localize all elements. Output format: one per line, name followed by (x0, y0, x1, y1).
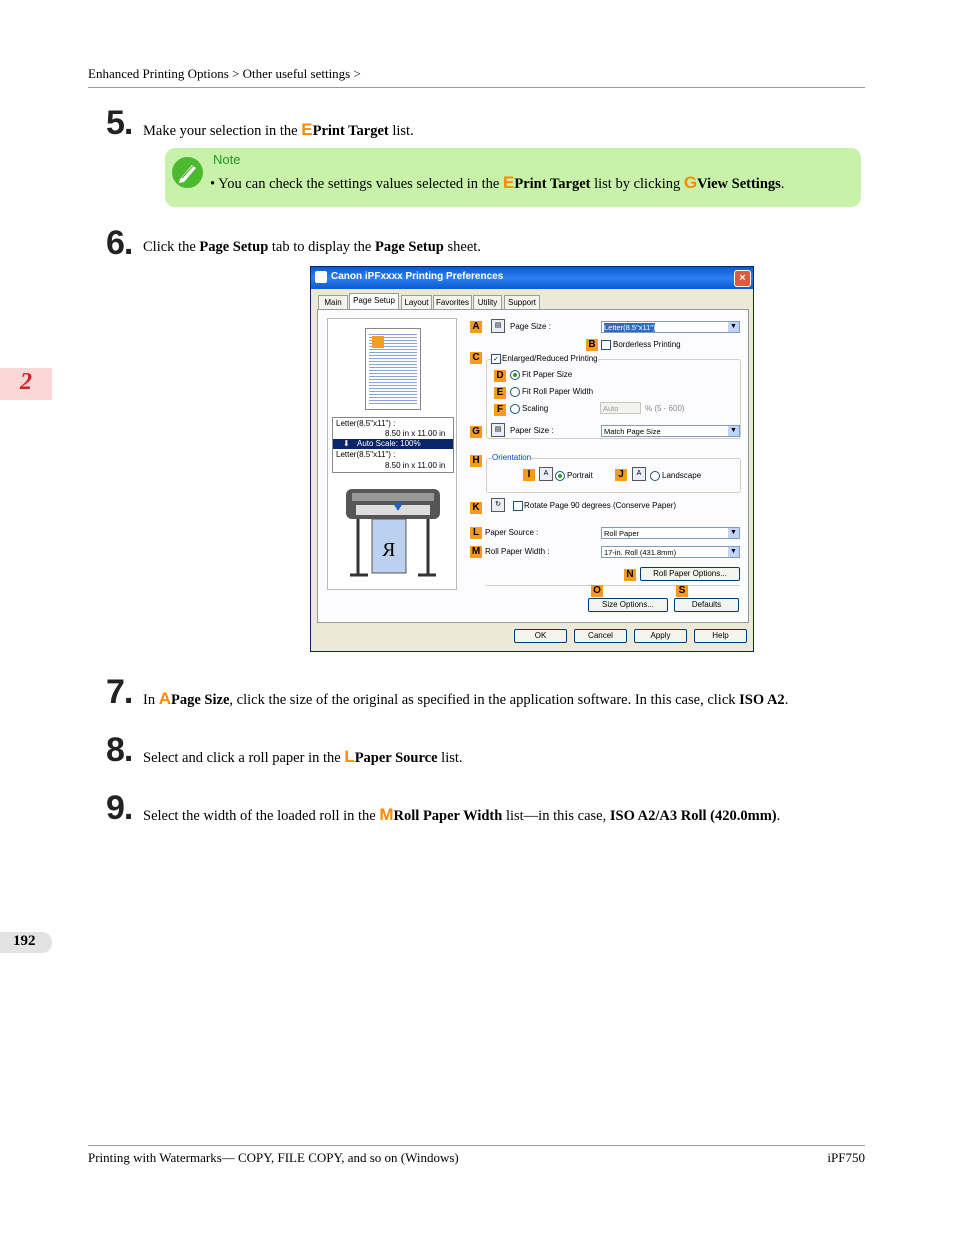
step-7-pre: In (143, 692, 159, 708)
fit-paper-radio[interactable] (510, 370, 520, 380)
roll-paper-options-button[interactable]: Roll Paper Options... (640, 567, 740, 581)
page-preview (365, 328, 421, 410)
borderless-checkbox[interactable] (601, 340, 611, 350)
rotate-checkbox[interactable] (513, 501, 523, 511)
footer-left: Printing with Watermarks— COPY, FILE COPY, and so on (Windows) (88, 1150, 459, 1165)
chevron-down-icon: ▼ (728, 426, 739, 436)
note-bullet: • (210, 176, 216, 192)
rotate-icon: ↻ (491, 498, 505, 512)
header-divider (88, 87, 865, 88)
apply-button[interactable]: Apply (634, 629, 687, 643)
paper-size-icon: ▤ (491, 423, 505, 437)
note-text (210, 173, 784, 193)
step-number-5: 5. (106, 104, 133, 142)
step-6-text (143, 239, 481, 256)
tab-main[interactable]: Main (318, 295, 348, 309)
mirrored-letter-r: R (382, 539, 396, 561)
preview-line5: 8.50 in x 11.00 in (385, 461, 446, 470)
paper-size-label: Paper Size : (510, 426, 554, 435)
tag-l: L (470, 527, 482, 539)
landscape-radio[interactable] (650, 471, 660, 481)
chevron-down-icon: ▼ (728, 528, 739, 538)
note-mid: list by clicking (590, 176, 684, 192)
roll-width-select[interactable] (601, 546, 740, 558)
tab-layout[interactable]: Layout (401, 295, 432, 309)
tag-m: M (471, 546, 481, 557)
page-setup-term: Page Setup (199, 239, 269, 255)
tag-h: H (470, 455, 482, 467)
note-post: . (780, 176, 785, 192)
tab-utility[interactable]: Utility (473, 295, 502, 309)
step-number-9: 9. (106, 789, 133, 827)
label-l: L (344, 747, 355, 766)
step-5-pre: Make your selection in the (143, 123, 302, 139)
paper-size-select[interactable] (601, 425, 740, 437)
label-g: G (683, 173, 698, 192)
iso-roll-term: ISO A2/A3 Roll (420.0mm) (609, 808, 777, 824)
paper-source-value: Roll Paper (604, 529, 640, 538)
enlarged-label: Enlarged/Reduced Printing (502, 354, 598, 363)
step-9-pre: Select the width of the loaded roll in the (143, 808, 380, 824)
pencil-note-icon (172, 157, 203, 188)
size-info-box (332, 417, 454, 473)
label-e: E (503, 173, 515, 192)
step-9-post: . (776, 808, 781, 824)
printer-icon (315, 271, 327, 283)
tag-j: J (615, 469, 627, 481)
tag-e: E (494, 387, 506, 399)
dialog-titlebar (311, 267, 753, 289)
enlarged-checkbox[interactable]: ✓ (491, 354, 501, 364)
preview-line1: Letter(8.5"x11") : (336, 419, 396, 428)
dialog-title: Canon iPFxxxx Printing Preferences (331, 271, 504, 282)
tag-c: C (470, 352, 482, 364)
borderless-label: Borderless Printing (613, 340, 681, 349)
page-size-term: Page Size (171, 692, 230, 708)
rotate-label: Rotate Page 90 degrees (Conserve Paper) (524, 501, 677, 510)
paper-size-value: Match Page Size (604, 427, 661, 436)
preview-line4: Letter(8.5"x11") : (336, 450, 396, 459)
step-6-pre: Click the (143, 239, 200, 255)
tag-f: F (494, 404, 506, 416)
note-title: Note (213, 152, 241, 167)
size-options-button[interactable]: Size Options... (588, 598, 668, 612)
step-6-post: sheet. (443, 239, 481, 255)
roll-width-value: 17-in. Roll (431.8mm) (604, 548, 677, 557)
step-5-text (143, 120, 414, 140)
page-number: 192 (13, 933, 36, 949)
iso-a2-term: ISO A2 (739, 692, 785, 708)
page-preview-image (372, 336, 384, 348)
paper-source-term: Paper Source (354, 750, 438, 766)
tag-o: O (591, 585, 603, 597)
portrait-icon: A (539, 467, 553, 481)
step-number-6: 6. (106, 224, 133, 262)
tag-a: A (470, 321, 482, 333)
panel-divider (486, 585, 740, 586)
view-settings-term: View Settings (697, 176, 781, 192)
footer-divider (88, 1145, 865, 1146)
roll-paper-width-term: Roll Paper Width (393, 808, 503, 824)
page-setup-term: Page Setup (374, 239, 444, 255)
chapter-tab (0, 368, 52, 400)
label-a: A (158, 689, 171, 708)
print-target-term: Print Target (514, 176, 591, 192)
chapter-number: 2 (20, 369, 32, 395)
ok-button[interactable]: OK (514, 629, 567, 643)
page-number-tab (0, 932, 52, 953)
step-9-text (143, 805, 780, 825)
landscape-icon: A (632, 467, 646, 481)
defaults-button[interactable]: Defaults (674, 598, 739, 612)
chevron-down-icon: ▼ (728, 547, 739, 557)
step-7-text (143, 689, 788, 709)
scaling-radio[interactable] (510, 404, 520, 414)
fit-roll-radio[interactable] (510, 387, 520, 397)
tag-n: N (624, 569, 636, 581)
tab-favorites[interactable]: Favorites (433, 295, 472, 309)
down-arrow-icon: ⬇ (343, 439, 350, 448)
roll-width-label: Roll Paper Width : (485, 547, 550, 556)
tab-page-setup[interactable]: Page Setup (349, 293, 399, 310)
print-target-term: Print Target (312, 123, 389, 139)
scaling-input[interactable]: Auto (600, 402, 641, 414)
step-8-post: list. (437, 750, 463, 766)
tag-i: I (523, 469, 535, 481)
orientation-label: Orientation (492, 453, 532, 462)
tag-g: G (470, 426, 482, 438)
step-9-mid: list—in this case, (502, 808, 610, 824)
help-button[interactable]: Help (694, 629, 747, 643)
preview-line2: 8.50 in x 11.00 in (385, 429, 446, 438)
scaling-label: Scaling (522, 404, 549, 413)
label-e: E (301, 120, 313, 139)
close-button[interactable]: × (734, 270, 751, 287)
chevron-down-icon: ▼ (728, 322, 739, 332)
paper-source-label: Paper Source : (485, 528, 539, 537)
label-m: M (379, 805, 394, 824)
step-8-text (143, 747, 463, 767)
tag-k: K (470, 502, 482, 514)
landscape-label: Landscape (662, 471, 702, 480)
portrait-label: Portrait (567, 471, 593, 480)
step-6-mid: tab to display the (268, 239, 375, 255)
step-number-7: 7. (106, 673, 133, 711)
tag-s: S (676, 585, 688, 597)
page-size-value: Letter(8.5"x11") (604, 323, 656, 332)
tag-b: B (586, 339, 598, 351)
step-5-post: list. (388, 123, 414, 139)
page-size-select[interactable] (601, 321, 740, 333)
scaling-range: % (5 - 600) (645, 404, 685, 413)
page-setup-panel (317, 309, 749, 623)
paper-source-select[interactable] (601, 527, 740, 539)
tab-support[interactable]: Support (504, 295, 540, 309)
preview-line3: Auto Scale: 100% (357, 439, 421, 448)
footer-right: iPF750 (827, 1150, 865, 1165)
step-number-8: 8. (106, 731, 133, 769)
page-size-icon: ▤ (491, 319, 505, 333)
page-size-label: Page Size : (510, 322, 551, 331)
cancel-button[interactable]: Cancel (574, 629, 627, 643)
printing-preferences-dialog (310, 266, 754, 652)
step-7-mid: , click the size of the original as specified in the application software. In this case, click (229, 692, 740, 708)
step-8-pre: Select and click a roll paper in the (143, 750, 345, 766)
tag-d: D (494, 370, 506, 382)
printer-illustration-icon (338, 479, 448, 587)
portrait-radio[interactable] (555, 471, 565, 481)
fit-roll-label: Fit Roll Paper Width (522, 387, 594, 396)
preview-area (327, 318, 457, 590)
breadcrumb: Enhanced Printing Options > Other useful settings > (88, 66, 361, 81)
note-pre: You can check the settings values selected in the (218, 176, 503, 192)
step-7-post: . (784, 692, 789, 708)
fit-paper-label: Fit Paper Size (522, 370, 573, 379)
